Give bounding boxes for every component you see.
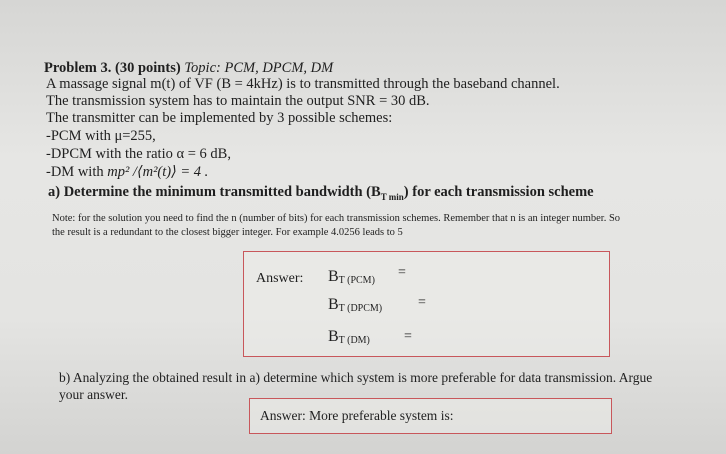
bt-dm-main: B (328, 328, 339, 345)
bt-dpcm-equals: = (418, 295, 426, 310)
bt-pcm-sub: (PCM) (344, 275, 375, 286)
part-a-suffix: ) for each transmission scheme (403, 184, 594, 200)
scheme-pcm: -PCM with μ=255, (46, 128, 156, 144)
bt-dm-equals: = (404, 329, 412, 344)
bt-dpcm-sub: (DPCM) (344, 303, 383, 314)
answer-a-label: Answer: (256, 271, 304, 286)
bt-dm-sub-t: T (338, 335, 345, 346)
problem-heading-line (44, 60, 333, 77)
bt-dpcm-sub-t: T (338, 303, 345, 314)
scheme-dm-prefix: -DM with (46, 164, 104, 180)
bt-dpcm-main: B (328, 296, 339, 313)
part-a-text: a) Determine the minimum transmitted bandwidth (B (48, 184, 381, 200)
scheme-dpcm: -DPCM with the ratio α = 6 dB, (46, 146, 231, 162)
part-b-line-1: b) Analyzing the obtained result in a) determine which system is more preferable for data transmission. Argue (59, 370, 653, 385)
problem-topic: Topic: PCM, DPCM, DM (184, 60, 334, 76)
bt-pcm-label (328, 268, 375, 286)
scheme-dm-line (46, 164, 208, 181)
note-line-1: Note: for the solution you need to find the n (number of bits) for each transmission schemes. Remember that n is an integer number. So (52, 213, 621, 224)
bt-dm-label (328, 328, 370, 346)
part-a-subscript: T min (380, 191, 404, 202)
scheme-dm-formula: mp² /⟨m²(t)⟩ = 4 . (107, 164, 209, 180)
problem-heading: Problem 3. (30 points) (44, 60, 181, 76)
bt-dm-sub: (DM) (344, 335, 370, 346)
bt-pcm-main: B (328, 268, 339, 285)
bt-dpcm-label (328, 296, 382, 314)
answer-b-box[interactable] (249, 398, 612, 434)
answer-a-box[interactable] (243, 251, 610, 357)
problem-line-2: The transmission system has to maintain the output SNR = 30 dB. (46, 93, 430, 109)
note-line-2: the result is a redundant to the closest bigger integer. For example 4.0256 leads to 5 (52, 227, 403, 238)
part-b-line-2: your answer. (59, 387, 128, 402)
part-a-question (48, 184, 594, 206)
problem-line-3: The transmitter can be implemented by 3 possible schemes: (46, 110, 393, 126)
answer-b-label: Answer: More preferable system is: (260, 408, 454, 423)
problem-line-1: A massage signal m(t) of VF (B = 4kHz) is to transmitted through the baseband channel. (46, 76, 560, 92)
bt-pcm-sub-t: T (338, 275, 345, 286)
bt-pcm-equals: = (398, 265, 406, 280)
